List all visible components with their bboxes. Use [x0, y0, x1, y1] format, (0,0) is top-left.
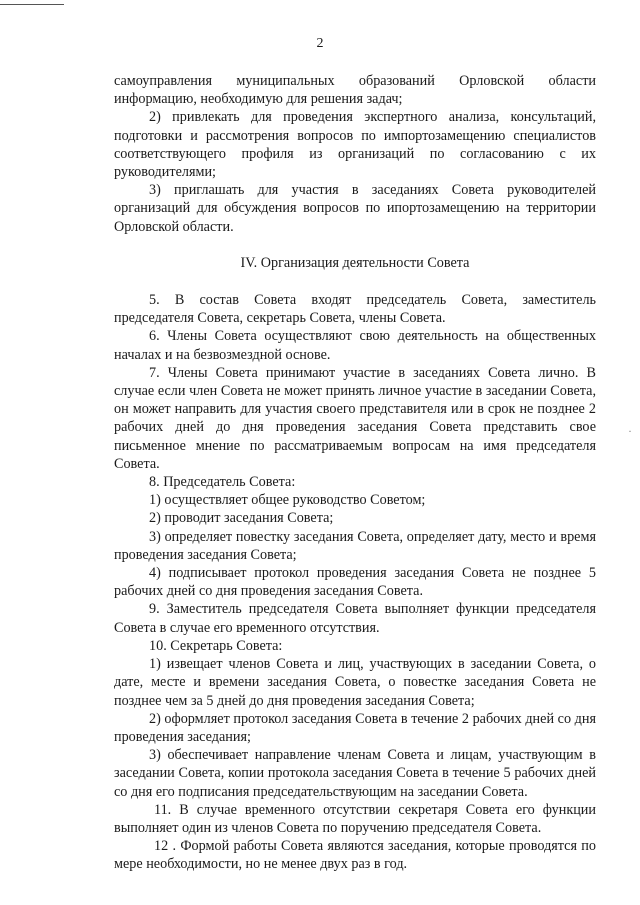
paragraph: 6. Члены Совета осуществляют свою деятельность на общественных началах и на безвозмездной основе. — [114, 328, 596, 363]
page-number: 2 — [316, 36, 324, 51]
margin-mark: · — [628, 424, 632, 438]
paragraph: 11. В случае временного отсутствии секретаря Совета его функции выполняет один из членов Совета по поручению председателя Совета. — [114, 801, 596, 836]
paragraph: 7. Члены Совета принимают участие в заседаниях Совета лично. В случае если член Совета не может принять личное участие в заседании Совета, он может направить для участия своего представителя или в срок не позднее 2 рабочих дней до дня проведения заседания Совета представить свое письменное мнение по рассматриваемым вопросам на имя председателя Совета. — [114, 364, 596, 472]
main-paragraphs — [114, 291, 596, 874]
paragraph: 1) извещает членов Совета и лиц, участвующих в заседании Совета, о дате, месте и времени заседания Совета, о повестке заседания Совета не позднее чем за 5 дней до дня проведения заседания Совета; — [114, 656, 596, 709]
paragraph: 2) привлекать для проведения экспертного анализа, консультаций, подготовки и рассмотрения вопросов по импортозамещению специалистов соответствующего профиля из организаций по согласованию с их руководителями; — [114, 109, 596, 181]
paragraph: 10. Секретарь Совета: — [149, 637, 283, 654]
paragraph: 9. Заместитель председателя Совета выполняет функции председателя Совета в случае его временного отсутствия. — [114, 601, 596, 636]
corner-rule — [0, 4, 64, 5]
paragraph: 3) обеспечивает направление членам Совета и лицам, участвующим в заседании Совета, копии протокола заседания Совета в течение 5 рабочих дней со дня его подписания председательствующим на заседании Совета. — [114, 747, 596, 800]
paragraph: 8. Председатель Совета: — [149, 474, 296, 491]
paragraph: 12 . Формой работы Совета являются заседания, которые проводятся по мере необходимости, но не менее двух раз в год. — [114, 838, 596, 873]
paragraph: 3) определяет повестку заседания Совета, определяет дату, место и время проведения заседания Совета; — [114, 528, 596, 563]
paragraph: 1) осуществляет общее руководство Советом; — [149, 492, 426, 509]
section-heading: IV. Организация деятельности Совета — [240, 254, 470, 271]
paragraph: 3) приглашать для участия в заседаниях Совета руководителей организаций для обсуждения вопросов по ипортозамещению на территории Орловской области. — [114, 182, 596, 235]
document-body — [114, 72, 596, 874]
top-paragraphs — [114, 72, 596, 236]
paragraph: 2) оформляет протокол заседания Совета в течение 2 рабочих дней со дня проведения заседания; — [114, 710, 596, 745]
paragraph: самоуправления муниципальных образований Орловской области информацию, необходимую для решения задач; — [114, 73, 596, 108]
paragraph: 4) подписывает протокол проведения заседания Совета не позднее 5 рабочих дней со дня проведения заседания Совета. — [114, 565, 596, 600]
paragraph: 5. В состав Совета входят председатель Совета, заместитель председателя Совета, секретарь Совета, члены Совета. — [114, 292, 596, 327]
paragraph: 2) проводит заседания Совета; — [149, 510, 334, 527]
